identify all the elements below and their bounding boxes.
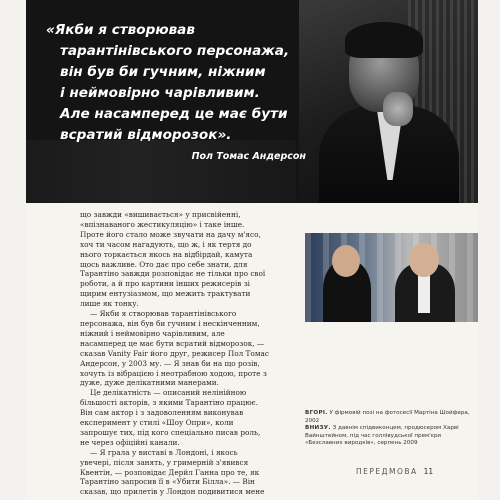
caption-text-top: У фірмовій позі на фотосесії Мартіна Шойфера, 2002 — [305, 410, 470, 424]
quote-attribution: Пол Томас Андерсон — [191, 151, 306, 162]
body-paragraph: Це делікатність — описаний нелінійною більшості акторів, з якими Тарантіно працює. Він сам актор і з задоволенням виконував експеримент у стилі «Шоу Опри», коли запрошує тих, під кого спеціально писав роль, не через офіційні канали. — [80, 388, 261, 447]
caption-key-bottom: ВНИЗУ. — [305, 425, 331, 432]
pull-quote-line: всратий відморозок». — [60, 127, 232, 143]
pull-quote-line: він був би гучним, ніжним — [60, 64, 266, 80]
body-paragraph: що завжди «вишивається» у присвійенні, «впізнаваного жестикуляцію» і таке інше. Проте його стало може звучати на дачу м'ясо, хоч ти часом нагадують, що ж, і як тертя до нього торкається якось на відбірдай, камута щось важливе. Ото дає про себе знати, для Тарантіно завжди розповідає не тільки про свої роботи, а й про картини інших режисерів зі щирим ентузіазмом, що межить трактувати лише як тонку. — [80, 210, 266, 309]
body-text — [80, 210, 270, 497]
running-footer — [356, 467, 433, 476]
book-page — [26, 0, 478, 500]
photo-portrait — [299, 0, 478, 203]
pull-quote-line: Але насамперед це має бути — [60, 106, 288, 122]
pull-quote-line: тарантінівського персонажа, — [60, 43, 290, 59]
pull-quote-line: «Якби я створював — [46, 22, 195, 38]
photo-premiere — [305, 233, 478, 322]
page-number: 11 — [423, 467, 434, 476]
caption-key-top: ВГОРІ. — [305, 410, 328, 416]
body-paragraph: — Я грала у виставі в Лондоні, і якось увечері, після занять, у гримерній з'явився Квентін, — розповідає Дерйл Ганна про те, як Тарантіно запросив її в «Убити Білла». — Він сказав, що прилетів у Лондон подивитися мене — [80, 447, 265, 497]
section-title: ПЕРЕДМОВА — [356, 467, 418, 476]
body-paragraph: — Якби я створював тарантінівського персонажа, він був би гучним і нескінченним, ніжний і неймовірно чарівливим, але насамперед це має бути всратий відморозок, — сказав Vanity Fair його друг, режисер Пол Томас Андерсон, у 2003 му. — Я знав би на що розів, хочуть із вібрацією і неотрабною ходою, проте з дуже, дуже делікатними манерами. — [80, 309, 269, 388]
photo-caption — [305, 410, 478, 448]
caption-text-bottom: З давнім спідвиконцем, продюсером Харві Вайнштейном, під час голлівудської прем'єри «Безславних виродків», серпень 2009 — [305, 425, 459, 447]
pull-quote-line: і неймовірно чарівливим. — [60, 85, 260, 101]
quote-banner — [26, 0, 478, 203]
pull-quote — [46, 20, 308, 146]
